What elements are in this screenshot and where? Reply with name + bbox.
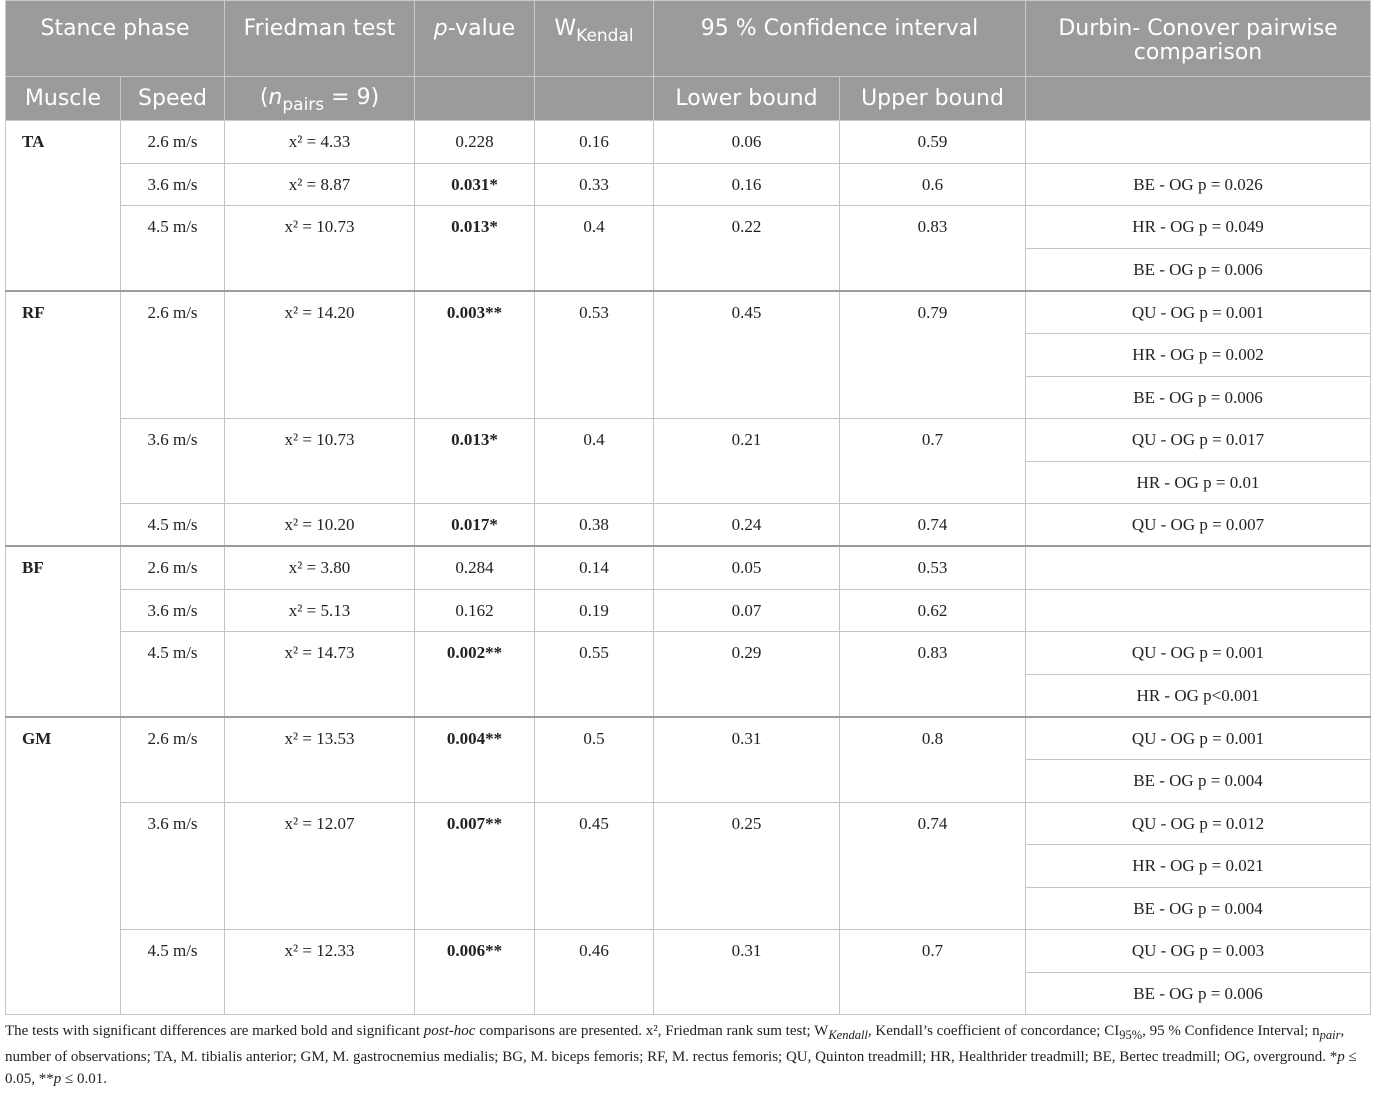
cell-comparison: [1026, 546, 1371, 589]
npairs-n: n: [268, 85, 283, 110]
cell-comparison: HR - OG p = 0.01: [1026, 461, 1371, 504]
cell-p-value: 0.162: [415, 589, 535, 632]
results-table: [5, 0, 1371, 1015]
cell-p-value: 0.228: [415, 121, 535, 164]
cell-comparison: BE - OG p = 0.006: [1026, 376, 1371, 419]
footnote-p1: p: [1337, 1049, 1345, 1065]
header-muscle: Muscle: [6, 77, 121, 121]
cell-speed: 3.6 m/s: [121, 589, 225, 632]
cell-comparison: QU - OG p = 0.012: [1026, 802, 1371, 845]
cell-chi-square: x² = 10.73: [225, 206, 415, 291]
cell-upper-bound: 0.79: [840, 291, 1026, 419]
header-durbin-conover: Durbin- Conover pairwise comparison: [1026, 1, 1371, 77]
cell-w-kendal: 0.14: [535, 546, 654, 589]
table-row: [6, 163, 1371, 206]
cell-chi-square: x² = 4.33: [225, 121, 415, 164]
cell-w-kendal: 0.4: [535, 206, 654, 291]
cell-w-kendal: 0.55: [535, 632, 654, 717]
header-empty-p: [415, 77, 535, 121]
cell-w-kendal: 0.16: [535, 121, 654, 164]
cell-p-value: 0.006**: [415, 930, 535, 1015]
header-friedman-test: Friedman test: [225, 1, 415, 77]
table-header: [6, 1, 1371, 121]
cell-comparison: [1026, 589, 1371, 632]
cell-comparison: BE - OG p = 0.004: [1026, 887, 1371, 930]
cell-p-value: 0.017*: [415, 504, 535, 547]
cell-speed: 4.5 m/s: [121, 504, 225, 547]
cell-comparison: BE - OG p = 0.004: [1026, 759, 1371, 802]
cell-chi-square: x² = 12.07: [225, 802, 415, 930]
footnote-part7: ≤ 0.01.: [61, 1071, 107, 1087]
table-row: [6, 206, 1371, 249]
table-row: [6, 930, 1371, 973]
cell-upper-bound: 0.62: [840, 589, 1026, 632]
cell-lower-bound: 0.29: [654, 632, 840, 717]
table-row: [6, 717, 1371, 760]
cell-upper-bound: 0.6: [840, 163, 1026, 206]
header-empty-w: [535, 77, 654, 121]
cell-comparison: BE - OG p = 0.006: [1026, 248, 1371, 291]
footnote-part3: , Kendall’s coefficient of concordance; CI: [867, 1023, 1120, 1039]
cell-p-value: 0.002**: [415, 632, 535, 717]
header-w-sub: Kendal: [576, 26, 634, 46]
header-speed: Speed: [121, 77, 225, 121]
table-row: [6, 546, 1371, 589]
cell-p-value: 0.031*: [415, 163, 535, 206]
cell-upper-bound: 0.8: [840, 717, 1026, 802]
cell-w-kendal: 0.19: [535, 589, 654, 632]
cell-upper-bound: 0.59: [840, 121, 1026, 164]
cell-speed: 2.6 m/s: [121, 717, 225, 802]
table-row: [6, 589, 1371, 632]
cell-w-kendal: 0.53: [535, 291, 654, 419]
cell-p-value: 0.284: [415, 546, 535, 589]
cell-upper-bound: 0.74: [840, 802, 1026, 930]
table-row: [6, 504, 1371, 547]
cell-comparison: [1026, 121, 1371, 164]
header-p-value: [415, 1, 535, 77]
cell-lower-bound: 0.16: [654, 163, 840, 206]
cell-chi-square: x² = 10.20: [225, 504, 415, 547]
cell-w-kendal: 0.5: [535, 717, 654, 802]
cell-comparison: BE - OG p = 0.026: [1026, 163, 1371, 206]
npairs-sub: pairs: [282, 95, 325, 115]
cell-lower-bound: 0.31: [654, 930, 840, 1015]
header-w-main: W: [554, 16, 577, 41]
header-p-rest: -value: [447, 16, 516, 41]
cell-chi-square: x² = 14.20: [225, 291, 415, 419]
cell-p-value: 0.013*: [415, 206, 535, 291]
cell-comparison: HR - OG p<0.001: [1026, 674, 1371, 717]
footnote-pair-sub: pair: [1319, 1028, 1341, 1042]
cell-lower-bound: 0.31: [654, 717, 840, 802]
cell-comparison: QU - OG p = 0.001: [1026, 291, 1371, 334]
cell-p-value: 0.007**: [415, 802, 535, 930]
footnote-part2: comparisons are presented. x², Friedman rank sum test; W: [475, 1023, 829, 1039]
cell-speed: 4.5 m/s: [121, 632, 225, 717]
npairs-open: (: [259, 85, 269, 110]
cell-lower-bound: 0.45: [654, 291, 840, 419]
footnote-ci-sub: 95%: [1119, 1028, 1143, 1042]
cell-speed: 3.6 m/s: [121, 163, 225, 206]
cell-comparison: QU - OG p = 0.007: [1026, 504, 1371, 547]
npairs-close: = 9): [324, 85, 380, 110]
cell-upper-bound: 0.7: [840, 930, 1026, 1015]
table-row: [6, 291, 1371, 334]
footnote-part6: ≤ 0.05, **: [5, 1049, 1357, 1087]
cell-comparison: HR - OG p = 0.002: [1026, 333, 1371, 376]
cell-w-kendal: 0.38: [535, 504, 654, 547]
cell-muscle: TA: [6, 121, 121, 291]
cell-upper-bound: 0.7: [840, 419, 1026, 504]
header-row-1: [6, 1, 1371, 77]
table-row: [6, 802, 1371, 845]
header-empty-comparison: [1026, 77, 1371, 121]
cell-lower-bound: 0.21: [654, 419, 840, 504]
table-body: [6, 121, 1371, 1015]
cell-comparison: QU - OG p = 0.001: [1026, 717, 1371, 760]
table-row: [6, 419, 1371, 462]
cell-speed: 2.6 m/s: [121, 291, 225, 419]
cell-speed: 4.5 m/s: [121, 206, 225, 291]
cell-p-value: 0.013*: [415, 419, 535, 504]
cell-w-kendal: 0.33: [535, 163, 654, 206]
cell-speed: 2.6 m/s: [121, 546, 225, 589]
cell-upper-bound: 0.53: [840, 546, 1026, 589]
header-confidence-interval: 95 % Confidence interval: [654, 1, 1026, 77]
cell-comparison: QU - OG p = 0.001: [1026, 632, 1371, 675]
cell-upper-bound: 0.83: [840, 206, 1026, 291]
cell-chi-square: x² = 10.73: [225, 419, 415, 504]
cell-w-kendal: 0.45: [535, 802, 654, 930]
cell-speed: 3.6 m/s: [121, 802, 225, 930]
footnote-kendall-sub: Kendall: [828, 1028, 868, 1042]
cell-comparison: QU - OG p = 0.017: [1026, 419, 1371, 462]
cell-chi-square: x² = 8.87: [225, 163, 415, 206]
footnote-p2: p: [53, 1071, 62, 1087]
cell-muscle: GM: [6, 717, 121, 1015]
header-p-italic: p: [433, 16, 448, 41]
header-stance-phase: Stance phase: [6, 1, 225, 77]
cell-lower-bound: 0.24: [654, 504, 840, 547]
table-row: [6, 632, 1371, 675]
cell-chi-square: x² = 5.13: [225, 589, 415, 632]
header-row-2: [6, 77, 1371, 121]
cell-lower-bound: 0.05: [654, 546, 840, 589]
cell-comparison: HR - OG p = 0.049: [1026, 206, 1371, 249]
cell-comparison: BE - OG p = 0.006: [1026, 972, 1371, 1015]
cell-speed: 3.6 m/s: [121, 419, 225, 504]
table-row: [6, 121, 1371, 164]
footnote-part5: , number of observations; TA, M. tibialis anterior; GM, M. gastrocnemius medialis; BG, M. biceps femoris; RF, M. rectus femoris; QU, Quinton treadmill; HR, Healthrider treadmill; BE, Bertec treadmill; OG, overground. *: [5, 1023, 1345, 1065]
cell-lower-bound: 0.22: [654, 206, 840, 291]
cell-speed: 2.6 m/s: [121, 121, 225, 164]
footnote-posthoc: post-hoc: [423, 1023, 476, 1039]
cell-upper-bound: 0.83: [840, 632, 1026, 717]
cell-comparison: HR - OG p = 0.021: [1026, 845, 1371, 888]
cell-w-kendal: 0.46: [535, 930, 654, 1015]
cell-p-value: 0.004**: [415, 717, 535, 802]
cell-chi-square: x² = 14.73: [225, 632, 415, 717]
cell-lower-bound: 0.07: [654, 589, 840, 632]
header-npairs: [225, 77, 415, 121]
header-w-kendal: [535, 1, 654, 77]
cell-comparison: QU - OG p = 0.003: [1026, 930, 1371, 973]
cell-p-value: 0.003**: [415, 291, 535, 419]
cell-muscle: RF: [6, 291, 121, 547]
cell-chi-square: x² = 12.33: [225, 930, 415, 1015]
cell-upper-bound: 0.74: [840, 504, 1026, 547]
cell-chi-square: x² = 13.53: [225, 717, 415, 802]
header-lower-bound: Lower bound: [654, 77, 840, 121]
table-footnote: [5, 1020, 1370, 1090]
cell-lower-bound: 0.25: [654, 802, 840, 930]
cell-chi-square: x² = 3.80: [225, 546, 415, 589]
cell-lower-bound: 0.06: [654, 121, 840, 164]
footnote-part1: The tests with significant differences are marked bold and significant: [5, 1023, 424, 1039]
cell-muscle: BF: [6, 546, 121, 716]
header-upper-bound: Upper bound: [840, 77, 1026, 121]
cell-speed: 4.5 m/s: [121, 930, 225, 1015]
footnote-part4: , 95 % Confidence Interval; n: [1142, 1023, 1320, 1039]
cell-w-kendal: 0.4: [535, 419, 654, 504]
